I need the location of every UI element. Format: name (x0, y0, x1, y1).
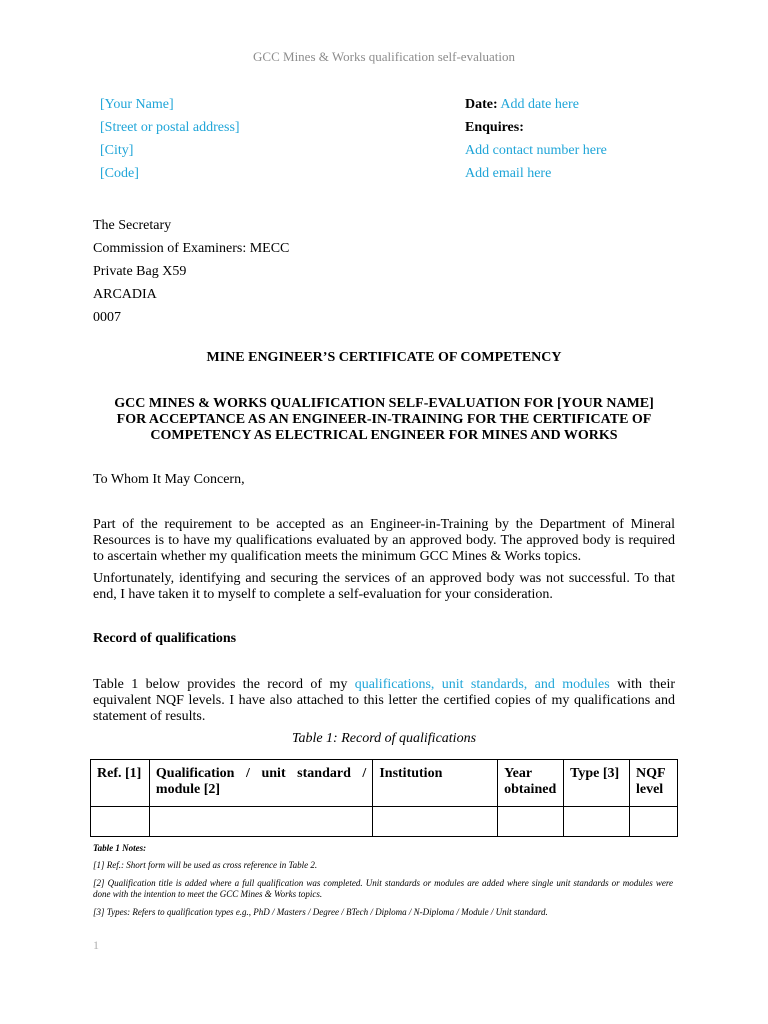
sender-city: [City] (100, 143, 134, 158)
contact-number: Add contact number here (465, 143, 607, 158)
col-header-institution: Institution (373, 760, 498, 807)
table-cell[interactable] (91, 807, 150, 837)
table-cell[interactable] (373, 807, 498, 837)
date-label: Date: (465, 97, 498, 112)
para-text: with their equivalent NQF levels. I have also attached to this letter the certified copies of my qualifications and statement of results. (93, 677, 675, 724)
sender-name: [Your Name] (100, 97, 174, 112)
qualifications-table (90, 759, 678, 837)
date-row (465, 93, 607, 116)
table-cell[interactable] (564, 807, 630, 837)
recipient-line: Commission of Examiners: MECC (93, 241, 290, 256)
subtitle-line: FOR ACCEPTANCE AS AN ENGINEER-IN-TRAINING FOR THE CERTIFICATE OF (116, 412, 652, 427)
email-address: Add email here (465, 166, 552, 181)
col-header-qualification: Qualification / unit standard / module [2] (149, 760, 372, 807)
subtitle-line: GCC MINES & WORKS QUALIFICATION SELF-EVALUATION FOR [YOUR NAME] (114, 396, 654, 411)
recipient-line: The Secretary (93, 218, 172, 233)
sender-code: [Code] (100, 166, 139, 181)
col-header-ref: Ref. [1] (91, 760, 150, 807)
table-cell[interactable] (149, 807, 372, 837)
paragraph-record (93, 677, 675, 725)
sender-street: [Street or postal address] (100, 120, 240, 135)
running-header: GCC Mines & Works qualification self-evaluation (253, 49, 515, 64)
col-header-type: Type [3] (564, 760, 630, 807)
table-row (91, 807, 678, 837)
enquires-label: Enquires: (465, 120, 524, 135)
table-cell[interactable] (498, 807, 564, 837)
document-subtitle (93, 396, 675, 444)
salutation: To Whom It May Concern, (93, 472, 245, 487)
subtitle-line: COMPETENCY AS ELECTRICAL ENGINEER FOR MINES AND WORKS (150, 428, 618, 443)
table-caption: Table 1: Record of qualifications (291, 731, 477, 746)
recipient-line: ARCADIA (93, 287, 157, 302)
sender-address (100, 93, 240, 185)
date-value: Add date here (500, 97, 579, 112)
note-3: [3] Types: Refers to qualification types e.g., PhD / Masters / Degree / BTech / Diploma / N-Diploma / Module / Unit standard. (93, 907, 548, 917)
recipient-line: Private Bag X59 (93, 264, 187, 279)
note-1: [1] Ref.: Short form will be used as cross reference in Table 2. (93, 860, 318, 870)
qualifications-link[interactable]: qualifications, unit standards, and modules (354, 677, 610, 692)
para-text: Table 1 below provides the record of my (93, 677, 355, 692)
recipient-address (93, 214, 289, 329)
note-2: [2] Qualification title is added where a full qualification was completed. Unit standards or modules are added where single unit standards or modules were done with the intention to meet the GCC Mines & Works topics. (93, 878, 673, 899)
paragraph-self-evaluation: Unfortunately, identifying and securing the services of an approved body was not successful. To that end, I have taken it to myself to complete a self-evaluation for your consideration. (93, 571, 675, 602)
table-cell[interactable] (629, 807, 677, 837)
recipient-line: 0007 (93, 310, 121, 325)
col-header-nqf: NQF level (629, 760, 677, 807)
notes-title: Table 1 Notes: (93, 843, 147, 853)
section-heading: Record of qualifications (93, 631, 237, 646)
table-header-row (91, 760, 678, 807)
paragraph-requirement: Part of the requirement to be accepted as an Engineer-in-Training by the Department of Mineral Resources is to have my qualifications evaluated by an approved body. The approved body is required to ascertain whether my qualification meets the minimum GCC Mines & Works topics. (93, 517, 675, 564)
document-title: MINE ENGINEER’S CERTIFICATE OF COMPETENCY (206, 350, 562, 365)
col-header-year: Year obtained (498, 760, 564, 807)
letter-meta (465, 93, 607, 185)
page-number: 1 (93, 938, 99, 952)
